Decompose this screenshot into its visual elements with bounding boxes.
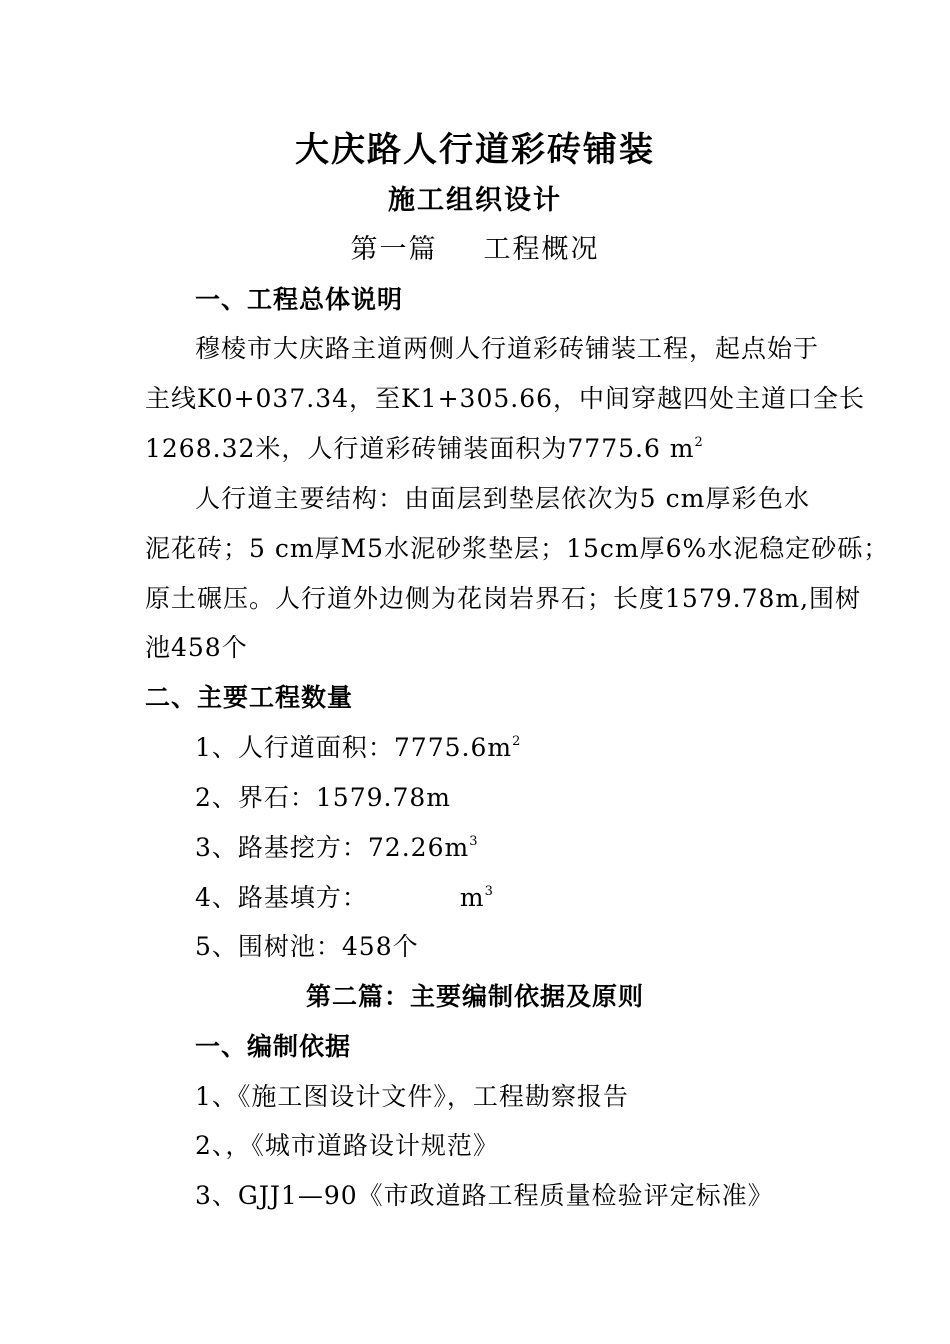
part-one-title — [0, 232, 950, 268]
section-heading-quantities: 二、主要工程数量 — [145, 683, 354, 712]
paragraph-line: 泥花砖；5 cm厚M5水泥砂浆垫层；15cm厚6%水泥稳定砂砾； — [145, 534, 890, 563]
part-two-heading: 第二篇：主要编制依据及原则 — [305, 982, 644, 1011]
unit-text: m — [459, 883, 485, 912]
list-item: 3、GJJ1—90《市政道路工程质量检验评定标准》 — [195, 1181, 774, 1210]
part-one-label: 第一篇 — [350, 234, 438, 265]
list-item — [195, 883, 494, 913]
superscript: 3 — [469, 833, 479, 849]
list-item-text: 1、人行道面积：7775.6m — [195, 733, 513, 762]
paragraph-line: 人行道主要结构：由面层到垫层依次为5 cm厚彩色水 — [195, 484, 810, 513]
list-item-text: 3、路基挖方：72.26m — [195, 833, 470, 862]
list-item — [195, 833, 478, 863]
paragraph-line: 原土碾压。人行道外边侧为花岗岩界石；长度1579.78m,围树 — [145, 584, 862, 613]
paragraph-line: 穆棱市大庆路主道两侧人行道彩砖铺装工程，起点始于 — [195, 334, 820, 363]
paragraph-line: 池458个 — [145, 633, 248, 662]
list-item: 1、《施工图设计文件》，工程勘察报告 — [195, 1082, 629, 1111]
list-item: 2、，《城市道路设计规范》 — [195, 1131, 499, 1160]
superscript: 2 — [694, 434, 704, 450]
part-one-name: 工程概况 — [483, 234, 600, 265]
section-heading-overview: 一、工程总体说明 — [195, 285, 404, 314]
list-item — [195, 932, 419, 962]
superscript: 2 — [512, 733, 522, 749]
document-title: 大庆路人行道彩砖铺装 — [295, 130, 655, 170]
paragraph-line-text: 1268.32米，人行道彩砖铺装面积为7775.6 m — [145, 434, 695, 463]
list-item — [195, 733, 521, 763]
paragraph-line — [145, 434, 810, 464]
superscript: 3 — [484, 883, 494, 899]
list-item-text: 4、路基填方： — [195, 883, 368, 912]
list-item — [195, 783, 451, 813]
paragraph-line: 主线K0+037.34，至K1+305.66，中间穿越四处主道口全长 — [145, 384, 866, 413]
list-item-text: 5、围树池：458个 — [195, 932, 419, 961]
document-subtitle: 施工组织设计 — [388, 185, 562, 216]
list-item-text: 2、界石：1579.78m — [195, 783, 451, 812]
section-heading-basis: 一、编制依据 — [195, 1032, 352, 1061]
